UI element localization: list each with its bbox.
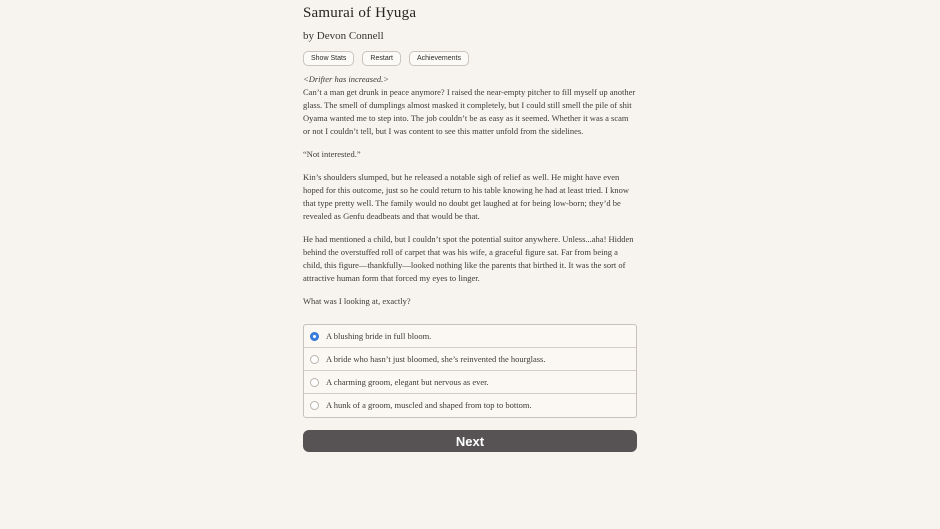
choice-label: A charming groom, elegant but nervous as ever. — [326, 376, 489, 387]
achievements-button[interactable]: Achievements — [409, 51, 469, 66]
game-page — [303, 0, 637, 452]
page-title: Samurai of Hyuga — [303, 5, 417, 21]
choice-label: A bride who hasn’t just bloomed, she’s reinvented the hourglass. — [326, 353, 546, 364]
story-paragraph: “Not interested.” — [303, 149, 361, 159]
radio-icon[interactable] — [310, 401, 319, 410]
choice-option-1[interactable] — [304, 325, 636, 348]
radio-icon[interactable] — [310, 378, 319, 387]
radio-icon[interactable] — [310, 355, 319, 364]
restart-button[interactable]: Restart — [362, 51, 401, 66]
next-button[interactable]: Next — [303, 430, 637, 452]
choice-label: A blushing bride in full bloom. — [326, 330, 432, 341]
choice-option-4[interactable] — [304, 394, 636, 417]
story-text — [303, 73, 637, 308]
author-byline: by Devon Connell — [303, 30, 384, 42]
story-question: What was I looking at, exactly? — [303, 296, 411, 306]
story-paragraph: Can’t a man get drunk in peace anymore? I raised the near-empty pitcher to fill myself up another glass. The smell of dumplings almost masked it completely, but I could still smell the pile of shit Oyama wanted me to step into. The job couldn’t be as easy as it seemed. Whether it was a scam or not I couldn’t tell, but I was content to see this matter unfold from the sidelines. — [303, 87, 636, 136]
toolbar — [303, 51, 637, 66]
stat-increase-notice: <Drifter has increased.> — [303, 74, 389, 84]
story-paragraph: He had mentioned a child, but I couldn’t spot the potential suitor anywhere. Unless...aha! Hidden behind the overstuffed roll of carpet that was his wife, a graceful figure sat. Far from being a child, this figure—thankfully—looked nothing like the parents that birthed it. It was the sort of attractive human form that forced my eyes to linger. — [303, 234, 634, 283]
show-stats-button[interactable]: Show Stats — [303, 51, 354, 66]
radio-selected-icon[interactable] — [310, 332, 319, 341]
choice-list — [303, 324, 637, 418]
story-paragraph: Kin’s shoulders slumped, but he released a notable sigh of relief as well. He might have even hoped for this outcome, just so he could return to his table knowing he had at least tried. I know that type pretty well. The family would no doubt get laughed at for being low-born; they’d be revealed as Genfu deadbeats and that would be that. — [303, 172, 630, 221]
choice-option-3[interactable] — [304, 371, 636, 394]
choice-label: A hunk of a groom, muscled and shaped from top to bottom. — [326, 400, 532, 410]
choice-option-2[interactable] — [304, 348, 636, 371]
